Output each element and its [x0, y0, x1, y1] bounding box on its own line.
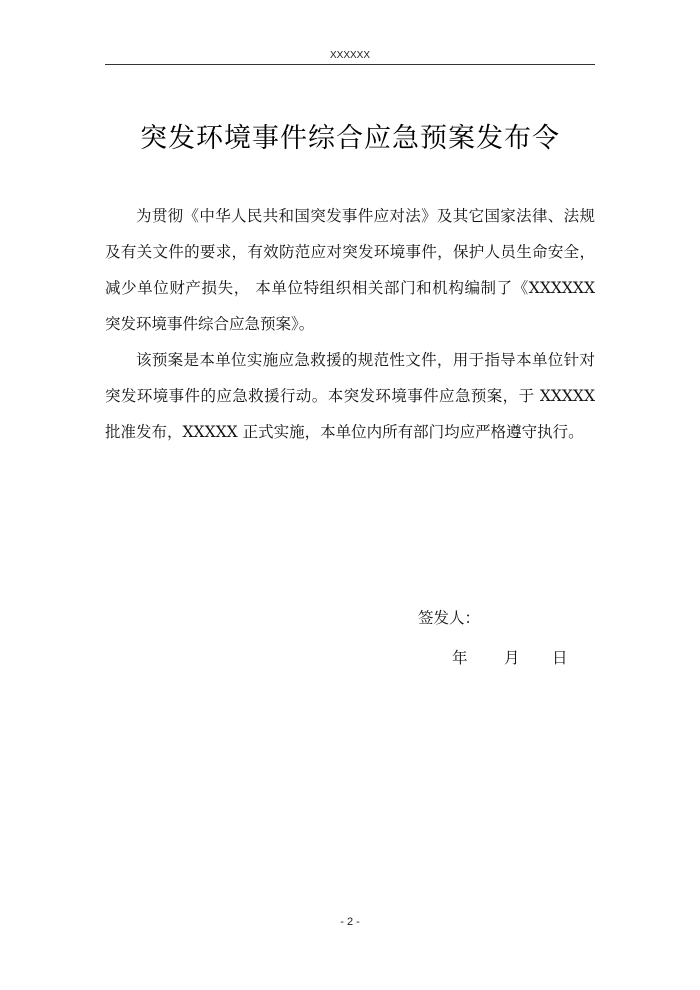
date-year-label: 年 [452, 649, 468, 667]
document-body [105, 198, 595, 450]
date-month-label: 月 [504, 649, 520, 667]
date-line [452, 646, 568, 668]
header-rule [105, 64, 595, 65]
page-header: XXXXXX [329, 50, 371, 61]
document-title: 突发环境事件综合应急预案发布令 [140, 123, 560, 154]
date-day-label: 日 [552, 649, 568, 667]
body-paragraph-2: 该预案是本单位实施应急救援的规范性文件，用于指导本单位针对突发环境事件的应急救援行动。本突发环境事件应急预案，于 XXXXX 批准发布，XXXXX 正式实施，本单位内所有部门均应严格遵守执行。 [105, 351, 595, 441]
signatory-label: 签发人： [418, 609, 481, 627]
body-paragraph-1: 为贯彻《中华人民共和国突发事件应对法》及其它国家法律、法规及有关文件的要求，有效防范应对突发环境事件，保护人员生命安全，减少单位财产损失， 本单位特组织相关部门和机构编制了《XXXXXX 突发环境事件综合应急预案》。 [105, 207, 595, 333]
page-number: - 2 - [340, 916, 360, 928]
